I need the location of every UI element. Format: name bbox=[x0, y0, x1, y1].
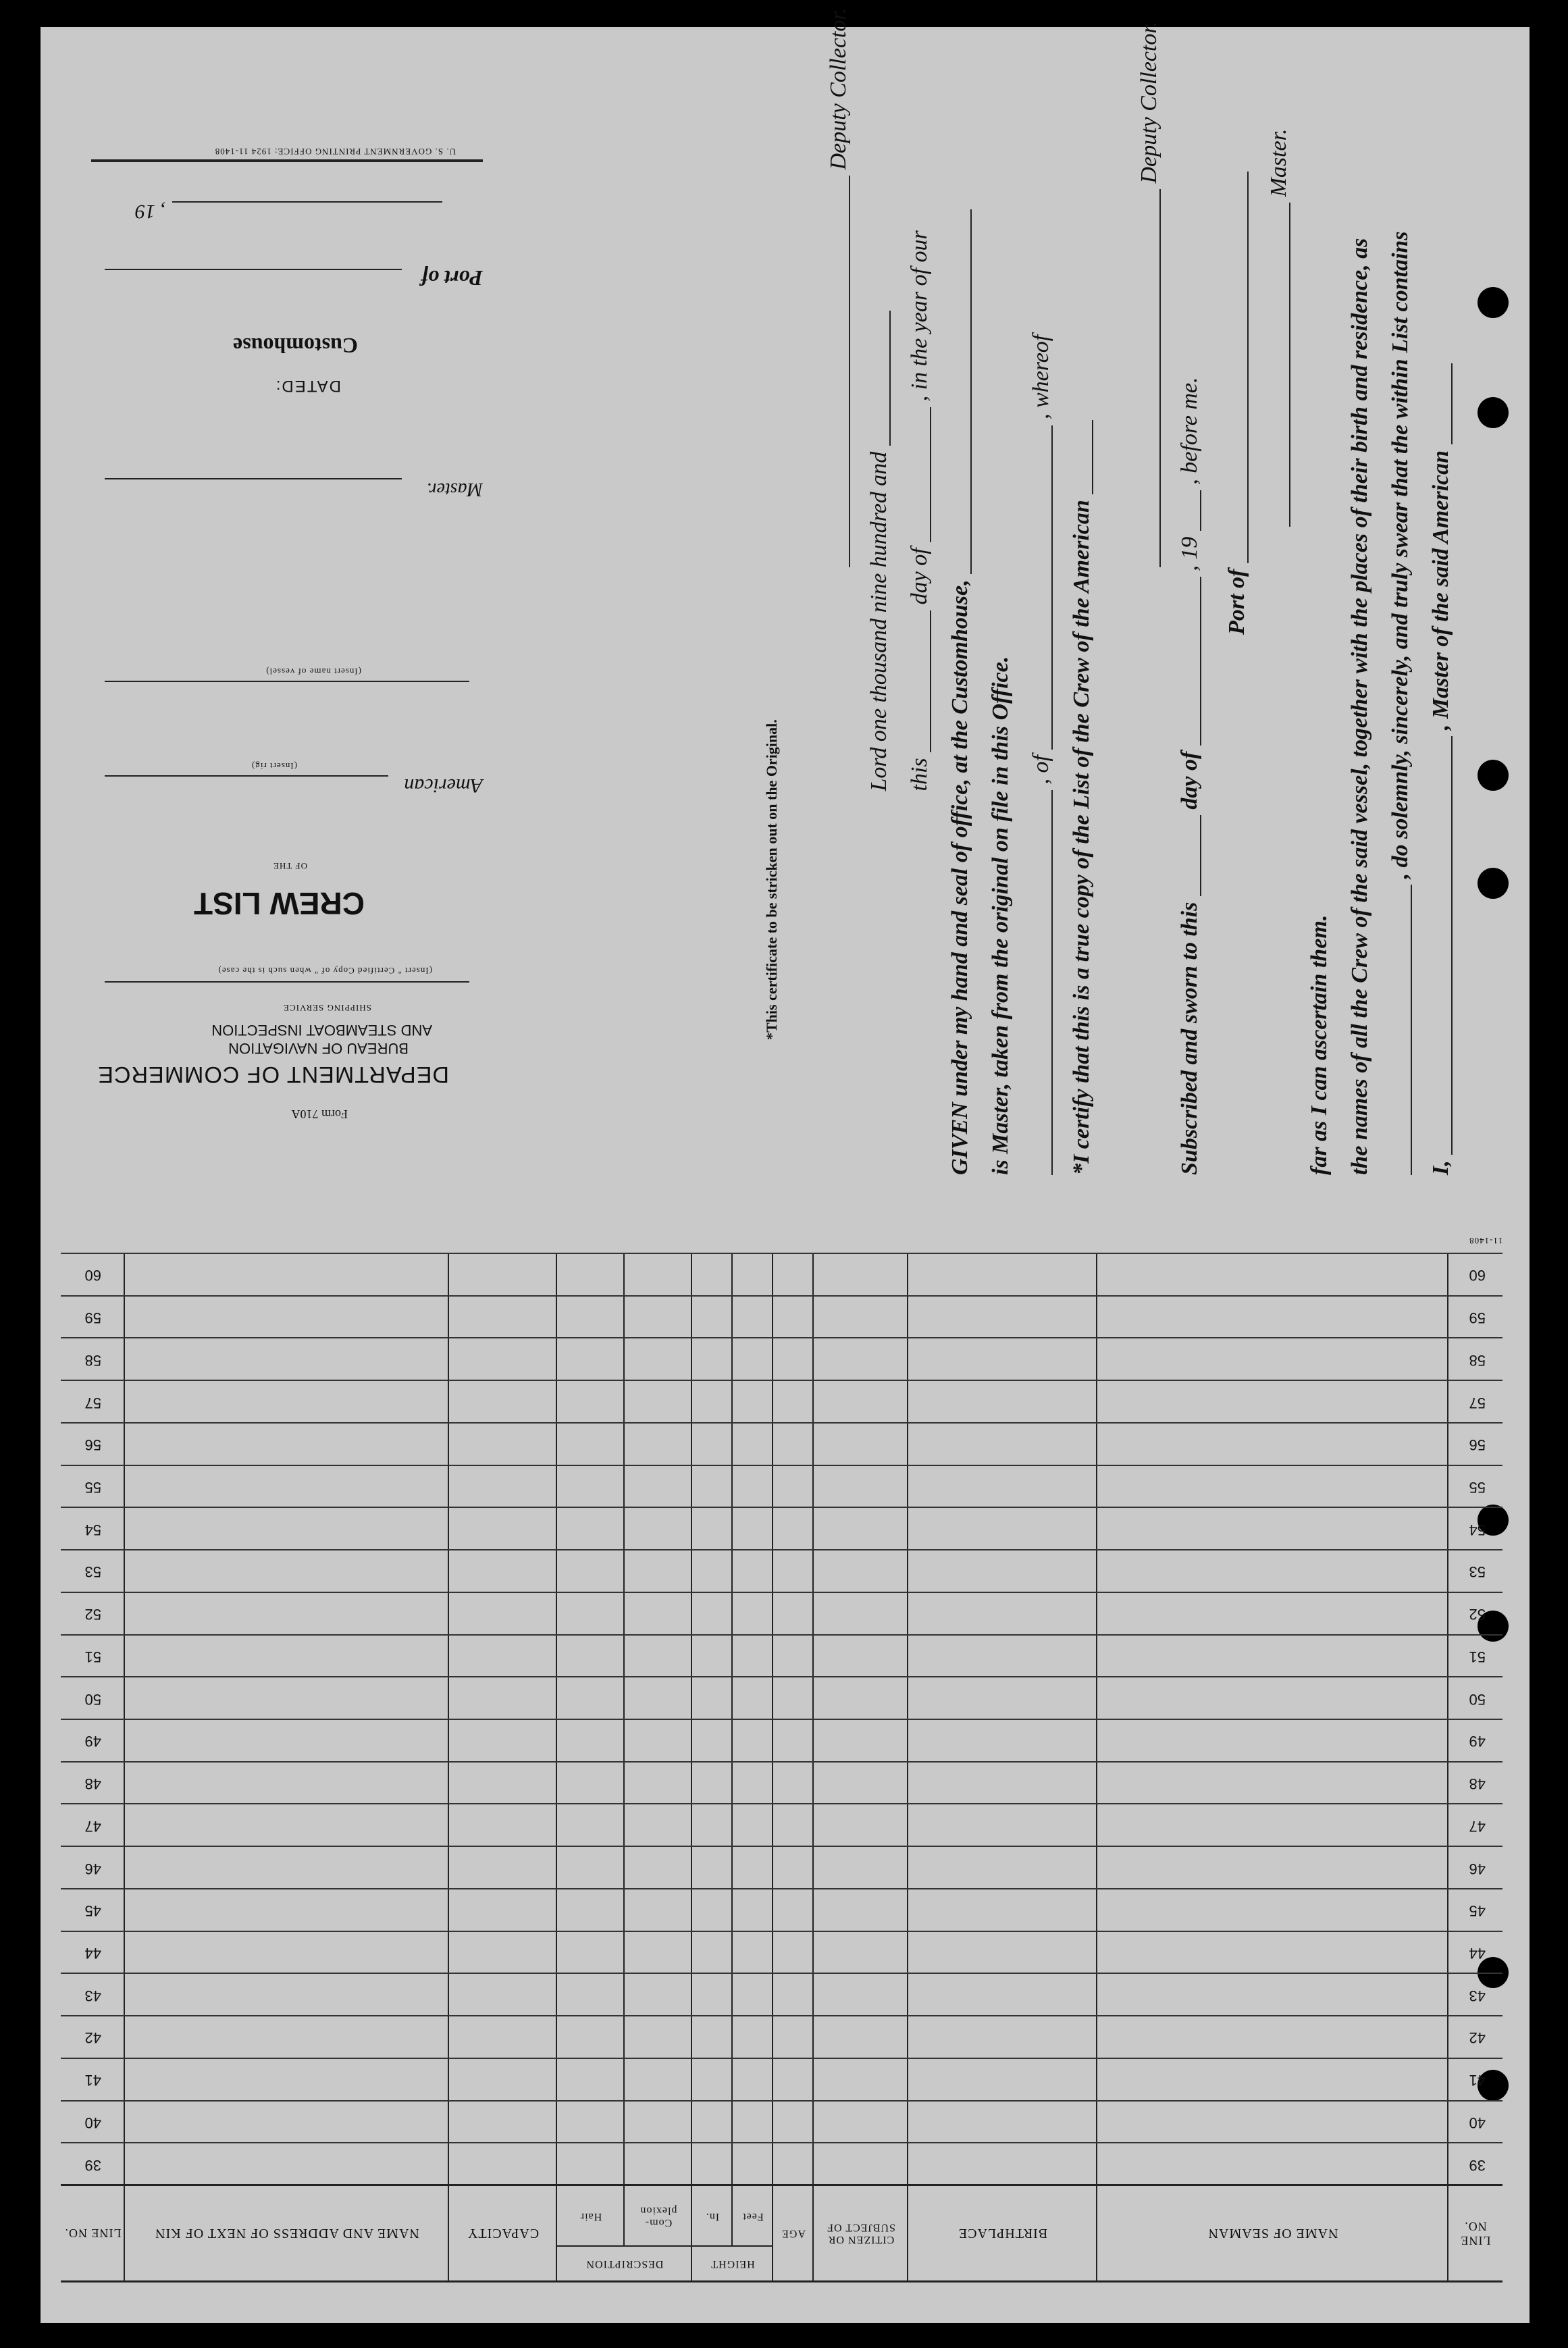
line-number-right: 41 bbox=[84, 2072, 101, 2089]
line-number-right: 56 bbox=[84, 1436, 101, 1454]
header-feet: Feet bbox=[742, 2211, 764, 2222]
table-row bbox=[61, 1973, 1502, 2016]
is-master-line bbox=[989, 656, 1012, 1175]
header-hair: Hair bbox=[579, 2211, 602, 2222]
footnote-line bbox=[763, 719, 781, 1040]
line-number-right: 39 bbox=[84, 2156, 101, 2174]
table-row bbox=[61, 1803, 1502, 1847]
table-row bbox=[61, 1507, 1502, 1550]
of-label: , of bbox=[1028, 755, 1053, 785]
whereof-label: , whereof bbox=[1028, 334, 1053, 420]
oath-ascertain: far as I can ascertain them. bbox=[1307, 914, 1332, 1175]
line-number-left: 39 bbox=[1469, 2156, 1486, 2174]
department-title: DEPARTMENT OF COMMERCE bbox=[97, 1062, 449, 1087]
table-row bbox=[61, 1761, 1502, 1805]
line-number-left: 51 bbox=[1469, 1648, 1486, 1665]
table-row bbox=[61, 2058, 1502, 2102]
table-row bbox=[61, 2142, 1502, 2186]
cover-block bbox=[64, 122, 510, 1175]
lord-text: Lord one thousand nine hundred and bbox=[866, 451, 891, 791]
deputy-collector-1: Deputy Collector. bbox=[1136, 21, 1161, 184]
line-number-right: 50 bbox=[84, 1690, 101, 1708]
certify-line bbox=[1070, 420, 1093, 1175]
day-of-2-label: day of bbox=[907, 548, 932, 605]
line-number-right: 49 bbox=[84, 1733, 101, 1750]
table-row bbox=[61, 1846, 1502, 1889]
cover-port-of-label: Port of bbox=[421, 266, 483, 290]
line-number-left: 43 bbox=[1469, 1987, 1486, 2004]
line-number-left: 52 bbox=[1469, 1606, 1486, 1623]
line-number-left: 50 bbox=[1469, 1690, 1486, 1708]
line-number-right: 54 bbox=[84, 1521, 101, 1538]
customhouse-label: Customhouse bbox=[233, 334, 358, 358]
port-of-label: Port of bbox=[1224, 569, 1249, 635]
form-code: 11-1408 bbox=[1469, 1236, 1502, 1246]
table-row bbox=[61, 1549, 1502, 1593]
line-number-left: 47 bbox=[1469, 1817, 1486, 1835]
bureau-title: BUREAU OF NAVIGATION bbox=[228, 1040, 409, 1057]
table-row bbox=[61, 1931, 1502, 1975]
table-row bbox=[61, 1295, 1502, 1339]
in-the-year-label: , in the year of our bbox=[907, 230, 932, 402]
line-number-left: 44 bbox=[1469, 1945, 1486, 1962]
crew-list-page bbox=[41, 7, 1530, 2323]
footnote-text: *This certificate to be stricken out on the Original. bbox=[763, 719, 780, 1040]
crew-table bbox=[61, 1254, 1502, 2282]
line-number-left: 56 bbox=[1469, 1436, 1486, 1454]
table-row bbox=[61, 1676, 1502, 1720]
line-number-left: 58 bbox=[1469, 1351, 1486, 1369]
table-row bbox=[61, 1422, 1502, 1466]
line-number-left: 57 bbox=[1469, 1394, 1486, 1411]
oath-solemnly: , do solemnly, sincerely, and truly swear that the within List contains bbox=[1388, 231, 1413, 879]
header-age: AGE bbox=[781, 2228, 806, 2239]
header-line-no: LINE NO. bbox=[1460, 2220, 1491, 2247]
line-number-left: 45 bbox=[1469, 1902, 1486, 1920]
line-number-right: 45 bbox=[84, 1902, 101, 1920]
subscribed-label: Subscribed and sworn to this bbox=[1177, 902, 1202, 1175]
insert-rig-note: (Insert rig) bbox=[251, 761, 297, 771]
before-me-label: , before me. bbox=[1177, 377, 1202, 485]
header-birthplace: BIRTHPLACE bbox=[958, 2226, 1048, 2241]
line-number-left: 55 bbox=[1469, 1479, 1486, 1496]
line-number-right: 57 bbox=[84, 1394, 101, 1411]
certify-text: *I certify that this is a true copy of the List of the Crew of the American bbox=[1069, 500, 1094, 1175]
given-line bbox=[949, 209, 972, 1175]
table-row bbox=[61, 1253, 1502, 1297]
oath-line-1 bbox=[1430, 363, 1453, 1175]
line-number-right: 44 bbox=[84, 1945, 101, 1962]
line-number-right: 43 bbox=[84, 1987, 101, 2004]
this-label: this bbox=[907, 758, 932, 791]
certified-copy-note: (Insert " Certified Copy of " when such is the case) bbox=[217, 966, 432, 976]
header-line-no-right: LINE NO. bbox=[64, 2226, 122, 2241]
line-number-left: 41 bbox=[1469, 2072, 1486, 2089]
line-number-left: 46 bbox=[1469, 1860, 1486, 1877]
table-row bbox=[61, 1465, 1502, 1509]
table-row bbox=[61, 1337, 1502, 1381]
deputy-collector-2-line bbox=[827, 8, 850, 567]
header-capacity: CAPACITY bbox=[467, 2226, 540, 2241]
line-number-right: 46 bbox=[84, 1860, 101, 1877]
table-row bbox=[61, 2100, 1502, 2144]
american-label: American bbox=[404, 775, 483, 797]
subscribed-line bbox=[1178, 377, 1201, 1175]
line-number-left: 49 bbox=[1469, 1733, 1486, 1750]
table-header bbox=[61, 2184, 1502, 2280]
is-master-text: is Master, taken from the original on file in this Office. bbox=[988, 656, 1013, 1175]
oath-line-3 bbox=[1349, 238, 1371, 1175]
line-number-left: 48 bbox=[1469, 1775, 1486, 1793]
line-number-left: 54 bbox=[1469, 1521, 1486, 1538]
line-number-right: 55 bbox=[84, 1479, 101, 1496]
day-of-label: day of bbox=[1177, 751, 1202, 810]
header-next-of-kin: NAME AND ADDRESS OF NEXT OF KIN bbox=[155, 2226, 419, 2241]
service-label: SHIPPING SERVICE bbox=[283, 1003, 371, 1013]
printer-imprint: U. S. GOVERNMENT PRINTING OFFICE: 1924 11-1408 bbox=[214, 147, 456, 157]
deputy-collector-2: Deputy Collector. bbox=[826, 7, 851, 170]
dated-label: DATED: bbox=[274, 377, 341, 395]
line-number-left: 59 bbox=[1469, 1309, 1486, 1327]
header-citizen: CITIZEN OR SUBJECT OF bbox=[827, 2222, 895, 2245]
table-row bbox=[61, 1592, 1502, 1636]
line-number-right: 58 bbox=[84, 1351, 101, 1369]
line-number-left: 53 bbox=[1469, 1563, 1486, 1581]
line-number-right: 47 bbox=[84, 1817, 101, 1835]
of-the-label: OF THE bbox=[273, 861, 307, 871]
oath-i: I, bbox=[1428, 1160, 1453, 1175]
line-number-right: 42 bbox=[84, 2029, 101, 2047]
line-number-right: 59 bbox=[84, 1309, 101, 1327]
form-number: Form 710A bbox=[291, 1107, 348, 1121]
table-row bbox=[61, 1380, 1502, 1424]
cover-master-label: Master. bbox=[426, 479, 483, 500]
table-row bbox=[61, 1634, 1502, 1678]
table-row bbox=[61, 2015, 1502, 2059]
oath-line-4 bbox=[1308, 915, 1331, 1175]
oath-line-2 bbox=[1389, 231, 1412, 1175]
oath-names-of-crew: the names of all the Crew of the said vessel, together with the places of their birth and residence, as bbox=[1347, 238, 1372, 1175]
deputy-collector-1-line bbox=[1138, 22, 1161, 567]
lord-line bbox=[868, 311, 891, 1175]
oath-and-cover-section bbox=[41, 7, 1530, 1216]
oath-master-label: Master. bbox=[1266, 128, 1291, 197]
line-number-right: 40 bbox=[84, 2114, 101, 2131]
cover-year-label: , 19 bbox=[135, 201, 165, 223]
line-number-left: 60 bbox=[1469, 1267, 1486, 1284]
crew-table-section bbox=[41, 1216, 1530, 2323]
line-number-right: 51 bbox=[84, 1648, 101, 1665]
year-19-label: , 19 bbox=[1177, 536, 1202, 571]
line-number-right: 52 bbox=[84, 1606, 101, 1623]
line-number-right: 60 bbox=[84, 1267, 101, 1284]
line-number-left: 42 bbox=[1469, 2029, 1486, 2047]
port-of-line bbox=[1226, 172, 1249, 635]
crew-list-title: CREW LIST bbox=[194, 886, 365, 921]
oath-master-line bbox=[1268, 128, 1290, 527]
table-row bbox=[61, 1888, 1502, 1932]
header-description: DESCRIPTION bbox=[557, 2245, 692, 2280]
bureau-subtitle: AND STEAMBOAT INSPECTION bbox=[211, 1022, 432, 1039]
oath-master-of-said: , Master of the said American bbox=[1428, 450, 1453, 731]
table-row bbox=[61, 1719, 1502, 1763]
given-text: GIVEN under my hand and seal of office, at the Customhouse, bbox=[947, 579, 972, 1175]
this-day-line bbox=[908, 230, 931, 1175]
header-height: HEIGHT bbox=[692, 2245, 773, 2280]
line-number-right: 53 bbox=[84, 1563, 101, 1581]
insert-vessel-note: (Insert name of vessel) bbox=[265, 667, 361, 677]
of-whereof-line bbox=[1030, 335, 1053, 1175]
header-inches: In. bbox=[705, 2211, 720, 2222]
header-complexion: Com- plexion bbox=[639, 2205, 677, 2228]
line-number-left: 40 bbox=[1469, 2114, 1486, 2131]
header-name-of-seaman: NAME OF SEAMAN bbox=[1207, 2226, 1338, 2241]
line-number-right: 48 bbox=[84, 1775, 101, 1793]
